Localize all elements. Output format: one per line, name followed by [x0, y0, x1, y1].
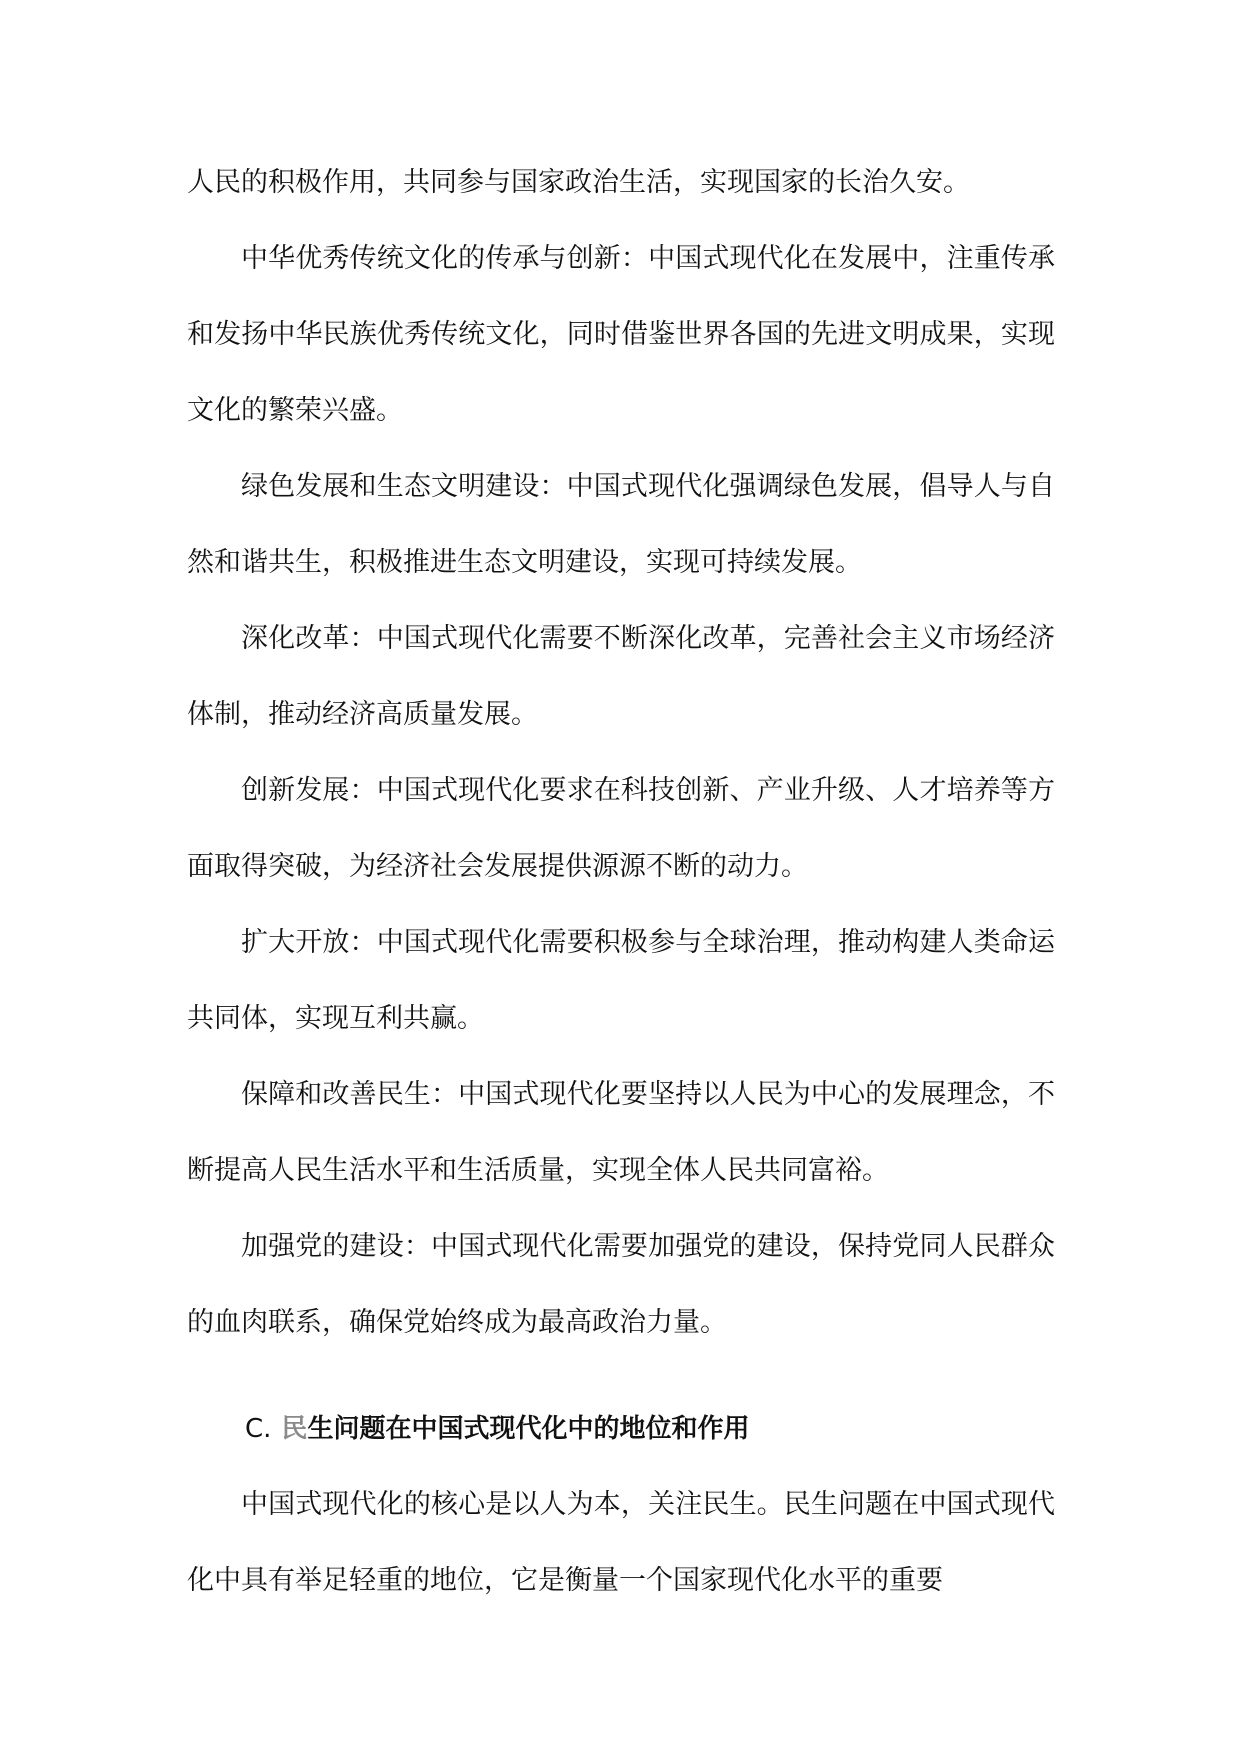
paragraph-livelihood: 保障和改善民生：中国式现代化要坚持以人民为中心的发展理念，不断提高人民生活水平和生活质量，实现全体人民共同富裕。	[187, 1079, 1055, 1186]
paragraph-livelihood-core: 中国式现代化的核心是以人为本，关注民生。民生问题在中国式现代化中具有举足轻重的地位，它是衡量一个国家现代化水平的重要	[187, 1489, 1055, 1596]
paragraph-innovation: 创新发展：中国式现代化要求在科技创新、产业升级、人才培养等方面取得突破，为经济社会发展提供源源不断的动力。	[187, 775, 1055, 882]
paragraph-opening-up: 扩大开放：中国式现代化需要积极参与全球治理，推动构建人类命运共同体，实现互利共赢。	[187, 927, 1055, 1034]
section-heading	[187, 1391, 1055, 1467]
paragraph-continuation: 人民的积极作用，共同参与国家政治生活，实现国家的长治久安。	[187, 167, 970, 198]
paragraph-deepen-reform: 深化改革：中国式现代化需要不断深化改革，完善社会主义市场经济体制，推动经济高质量发展。	[187, 623, 1055, 730]
document-body	[187, 145, 1055, 1619]
paragraph-traditional-culture: 中华优秀传统文化的传承与创新：中国式现代化在发展中，注重传承和发扬中华民族优秀传统文化，同时借鉴世界各国的先进文明成果，实现文化的繁荣兴盛。	[187, 243, 1055, 426]
section-heading-first-char: 民	[281, 1414, 308, 1444]
paragraph-green-development: 绿色发展和生态文明建设：中国式现代化强调绿色发展，倡导人与自然和谐共生，积极推进生态文明建设，实现可持续发展。	[187, 471, 1055, 578]
section-heading-text: 生问题在中国式现代化中的地位和作用	[307, 1414, 750, 1444]
section-marker: C.	[245, 1414, 272, 1444]
paragraph-party-building: 加强党的建设：中国式现代化需要加强党的建设，保持党同人民群众的血肉联系，确保党始终成为最高政治力量。	[187, 1231, 1055, 1338]
